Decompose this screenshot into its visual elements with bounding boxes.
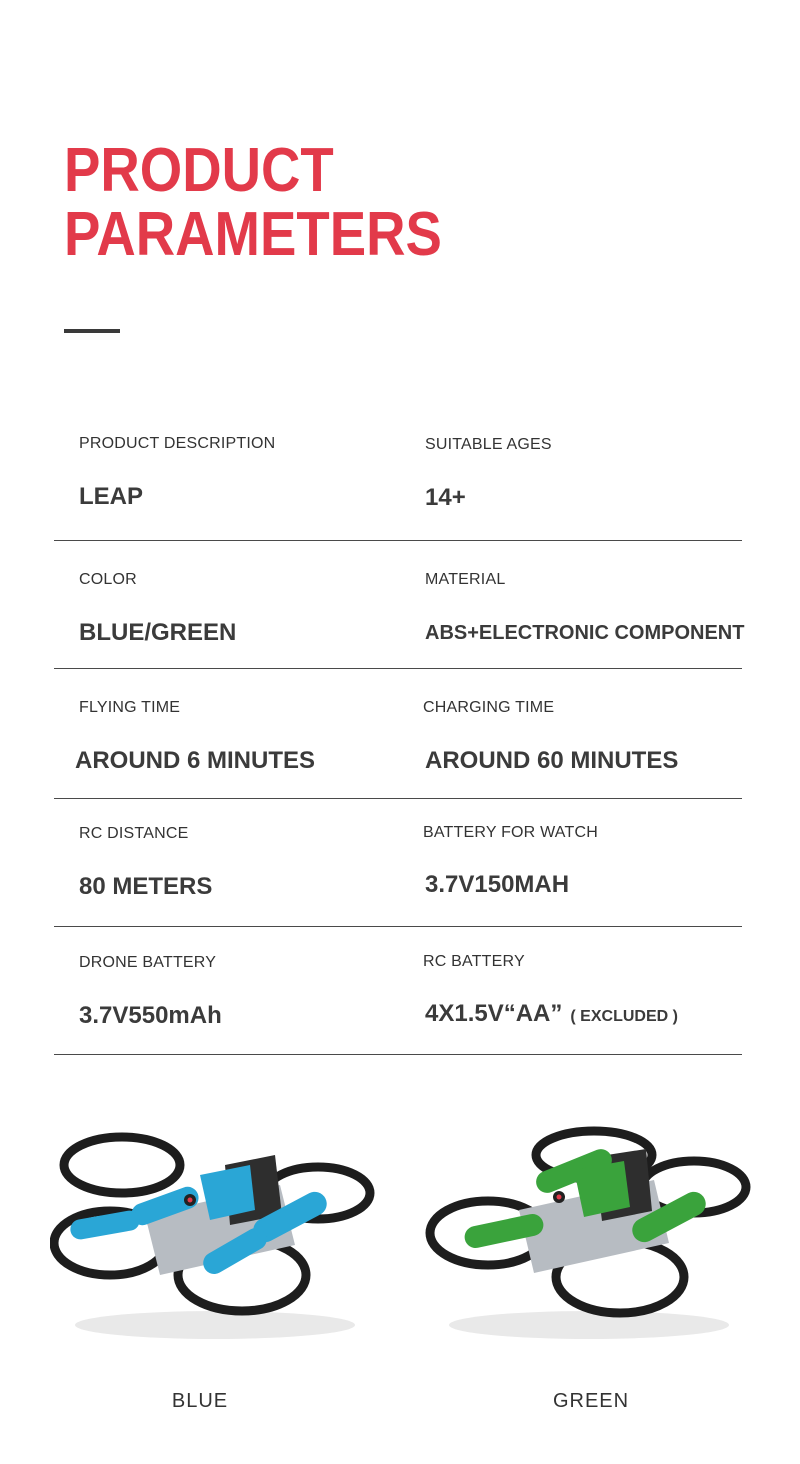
drone-green-body: [430, 1131, 746, 1339]
param-value-battery-for-watch: 3.7V150MAH: [425, 871, 570, 898]
param-value-suitable-ages: 14+: [425, 484, 466, 511]
param-value-rc-distance: 80 METERS: [79, 873, 213, 900]
row-divider: [54, 540, 742, 541]
param-value-material: ABS+ELECTRONIC COMPONENT: [425, 622, 745, 644]
row-divider: [54, 668, 742, 669]
title-line-1: PRODUCT: [64, 136, 334, 205]
param-label-material: MATERIAL: [425, 571, 506, 588]
param-label-drone-battery: DRONE BATTERY: [79, 954, 217, 971]
param-label-rc-distance: RC DISTANCE: [79, 825, 189, 842]
param-value-rc-battery: [425, 1000, 678, 1028]
param-label-suitable-ages: SUITABLE AGES: [425, 436, 552, 453]
param-label-charging-time: CHARGING TIME: [423, 699, 555, 716]
param-value-drone-battery: 3.7V550mAh: [79, 1002, 222, 1029]
rc-battery-value-text: 4X1.5V“AA”: [425, 1000, 563, 1027]
param-value-flying-time: AROUND 6 MINUTES: [75, 747, 316, 774]
param-label-rc-battery: RC BATTERY: [423, 953, 525, 970]
param-label-flying-time: FLYING TIME: [79, 699, 181, 716]
row-divider: [54, 926, 742, 927]
drone-blue-body: [54, 1137, 370, 1339]
param-value-product-description: LEAP: [79, 483, 144, 510]
param-label-battery-for-watch: BATTERY FOR WATCH: [423, 824, 598, 841]
drone-blue-icon: [50, 1125, 380, 1345]
title-underline: [64, 329, 120, 333]
rc-battery-note: ( EXCLUDED ): [570, 1008, 678, 1025]
variant-caption-green: GREEN: [552, 1390, 630, 1412]
page-title: [64, 136, 442, 269]
param-label-product-description: PRODUCT DESCRIPTION: [79, 435, 276, 452]
param-value-color: BLUE/GREEN: [79, 619, 237, 646]
row-divider: [54, 1054, 742, 1055]
row-divider: [54, 798, 742, 799]
param-label-color: COLOR: [79, 571, 137, 588]
drone-green-icon: [424, 1125, 754, 1345]
param-value-charging-time: AROUND 60 MINUTES: [425, 747, 679, 774]
title-line-2: PARAMETERS: [64, 200, 442, 269]
variant-caption-blue: BLUE: [171, 1390, 229, 1412]
